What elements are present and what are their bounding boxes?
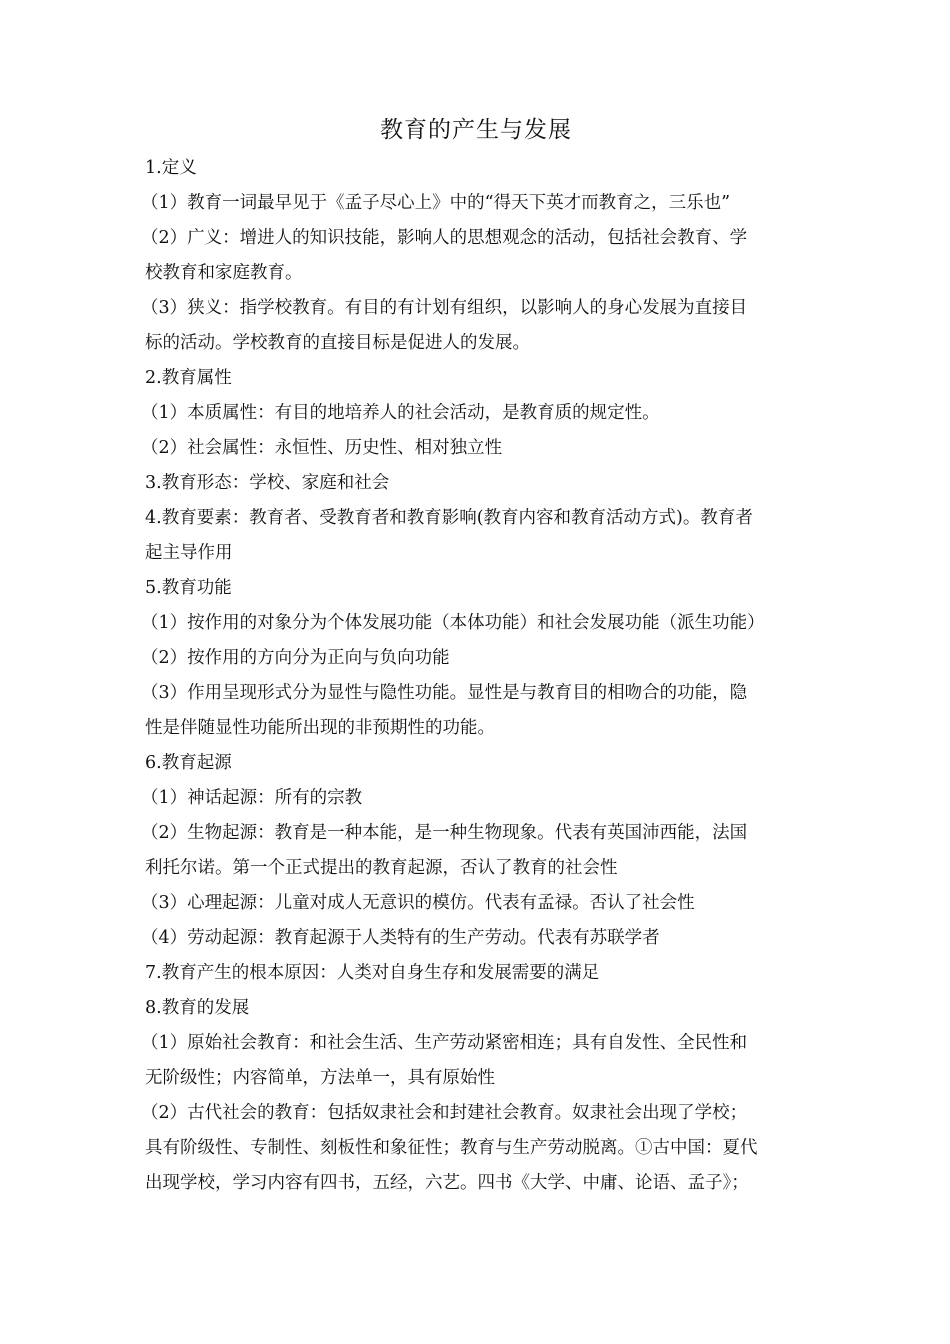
text-line: （1）教育一词最早见于《孟子尽心上》中的“得天下英才而教育之，三乐也”: [141, 193, 731, 213]
text-line: 8.教育的发展: [145, 998, 250, 1018]
text-line: （1）原始社会教育：和社会生活、生产劳动紧密相连；具有自发性、全民性和: [141, 1033, 748, 1053]
text-line: （3）心理起源：儿童对成人无意识的模仿。代表有孟禄。否认了社会性: [141, 893, 695, 913]
text-line: 7.教育产生的根本原因：人类对自身生存和发展需要的满足: [145, 963, 600, 983]
text-line: 出现学校，学习内容有四书，五经，六艺。四书《大学、中庸、论语、孟子》；: [145, 1173, 749, 1193]
text-line: 无阶级性；内容简单，方法单一，具有原始性: [145, 1068, 495, 1088]
text-line: 起主导作用: [145, 543, 233, 563]
text-line: （3）狭义：指学校教育。有目的有计划有组织，以影响人的身心发展为直接目: [141, 298, 748, 318]
text-line: （1）按作用的对象分为个体发展功能（本体功能）和社会发展功能（派生功能）: [141, 613, 765, 633]
text-line: （2）古代社会的教育：包括奴隶社会和封建社会教育。奴隶社会出现了学校；: [141, 1103, 748, 1123]
text-line: （2）社会属性：永恒性、历史性、相对独立性: [141, 438, 503, 458]
text-line: （2）广义：增进人的知识技能，影响人的思想观念的活动，包括社会教育、学: [141, 228, 748, 248]
text-line: （2）生物起源：教育是一种本能，是一种生物现象。代表有英国沛西能，法国: [141, 823, 748, 843]
document-title: 教育的产生与发展: [380, 117, 572, 143]
text-line: 5.教育功能: [145, 578, 232, 598]
text-line: （2）按作用的方向分为正向与负向功能: [141, 648, 450, 668]
text-line: 利托尔诺。第一个正式提出的教育起源，否认了教育的社会性: [145, 858, 618, 878]
text-line: （1）神话起源：所有的宗教: [141, 788, 363, 808]
text-line: （3）作用呈现形式分为显性与隐性功能。显性是与教育目的相吻合的功能，隐: [141, 683, 748, 703]
text-line: 3.教育形态：学校、家庭和社会: [145, 473, 390, 493]
text-line: 性是伴随显性功能所出现的非预期性的功能。: [145, 718, 495, 738]
text-line: 2.教育属性: [145, 368, 232, 388]
text-line: 4.教育要素：教育者、受教育者和教育影响(教育内容和教育活动方式)。教育者: [145, 508, 753, 528]
text-line: 标的活动。学校教育的直接目标是促进人的发展。: [145, 333, 530, 353]
document-body: [141, 151, 807, 1201]
text-line: （1）本质属性：有目的地培养人的社会活动，是教育质的规定性。: [141, 403, 660, 423]
text-line: 1.定义: [145, 158, 197, 178]
text-line: 校教育和家庭教育。: [145, 263, 303, 283]
text-line: 具有阶级性、专制性、刻板性和象征性；教育与生产劳动脱离。①古中国：夏代: [145, 1138, 758, 1158]
text-line: 6.教育起源: [145, 753, 232, 773]
text-line: （4）劳动起源：教育起源于人类特有的生产劳动。代表有苏联学者: [141, 928, 660, 948]
